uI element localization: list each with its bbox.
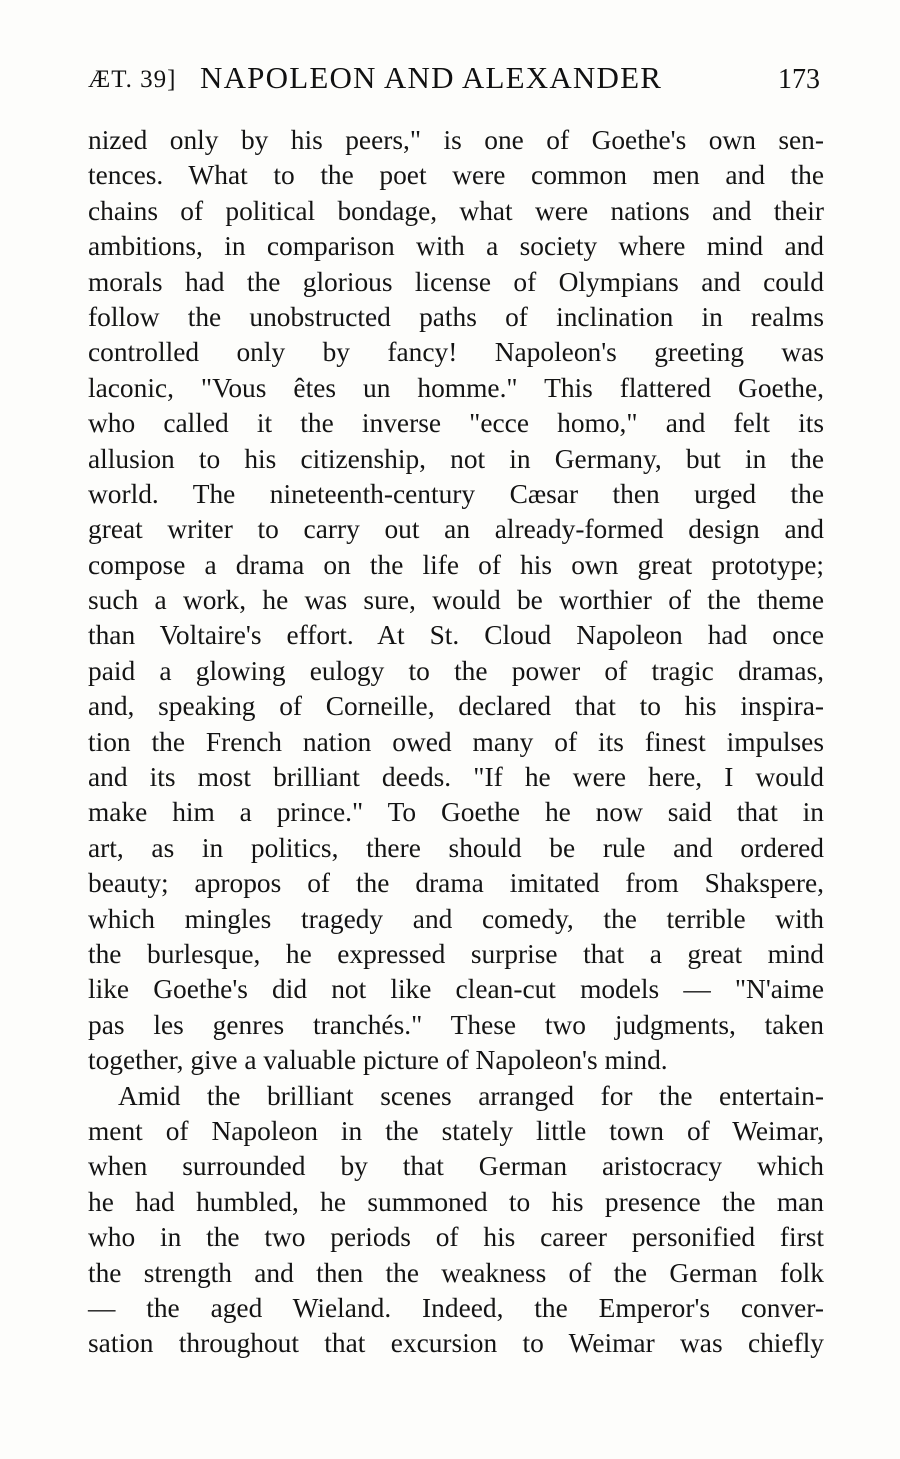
text-line: beauty; apropos of the drama imitated from Shakspere, — [88, 868, 824, 899]
paragraph-1 — [88, 123, 824, 1079]
text-line: who in the two periods of his career personified first — [88, 1222, 824, 1253]
text-line: who called it the inverse "ecce homo," and felt its — [88, 408, 824, 439]
text-line: the strength and then the weakness of the German folk — [88, 1257, 824, 1288]
text-line: together, give a valuable picture of Napoleon's mind. — [88, 1045, 668, 1076]
text-line: when surrounded by that German aristocracy which — [88, 1151, 824, 1182]
text-line: pas les genres tranchés." These two judgments, taken — [88, 1009, 824, 1040]
text-line: like Goethe's did not like clean-cut models — "N'aime — [88, 974, 824, 1005]
text-line: allusion to his citizenship, not in Germany, but in the — [88, 443, 824, 474]
text-line: chains of political bondage, what were nations and their — [88, 195, 824, 226]
text-line: the burlesque, he expressed surprise that a great mind — [88, 938, 824, 969]
page-number: 173 — [778, 64, 820, 95]
text-line: laconic, "Vous êtes un homme." This flattered Goethe, — [88, 372, 824, 403]
body-text — [88, 123, 824, 1362]
text-line: Amid the brilliant scenes arranged for the entertain- — [118, 1080, 824, 1111]
chapter-age: ÆT. 39] — [88, 66, 177, 93]
text-line: such a work, he was sure, would be worthier of the theme — [88, 585, 824, 616]
text-line: — the aged Wieland. Indeed, the Emperor's conver- — [88, 1292, 824, 1323]
text-line: paid a glowing eulogy to the power of tragic dramas, — [88, 655, 824, 686]
text-line: tences. What to the poet were common men and the — [88, 160, 824, 191]
text-line: morals had the glorious license of Olympians and could — [88, 266, 824, 297]
text-line: he had humbled, he summoned to his presence the man — [88, 1186, 824, 1217]
text-line: ambitions, in comparison with a society where mind and — [88, 231, 824, 262]
running-title: NAPOLEON AND ALEXANDER — [200, 60, 663, 95]
text-line: follow the unobstructed paths of inclination in realms — [88, 301, 824, 332]
text-line: which mingles tragedy and comedy, the terrible with — [88, 903, 824, 934]
text-line: world. The nineteenth-century Cæsar then urged the — [88, 478, 824, 509]
running-head — [88, 60, 822, 100]
text-line: ment of Napoleon in the stately little town of Weimar, — [88, 1115, 824, 1146]
text-line: nized only by his peers," is one of Goethe's own sen- — [88, 125, 824, 155]
text-line: make him a prince." To Goethe he now said that in — [88, 797, 824, 828]
text-line: than Voltaire's effort. At St. Cloud Napoleon had once — [88, 620, 824, 651]
text-line: and, speaking of Corneille, declared that to his inspira- — [88, 691, 824, 722]
text-line: art, as in politics, there should be rule and ordered — [88, 832, 824, 863]
text-line: great writer to carry out an already-formed design and — [88, 514, 824, 545]
text-line: controlled only by fancy! Napoleon's greeting was — [88, 337, 824, 368]
text-line: tion the French nation owed many of its finest impulses — [88, 726, 824, 757]
text-line: and its most brilliant deeds. "If he were here, I would — [88, 762, 824, 793]
paragraph-2 — [88, 1079, 824, 1362]
text-line: compose a drama on the life of his own great prototype; — [88, 549, 824, 580]
text-line: sation throughout that excursion to Weimar was chiefly — [88, 1328, 824, 1359]
